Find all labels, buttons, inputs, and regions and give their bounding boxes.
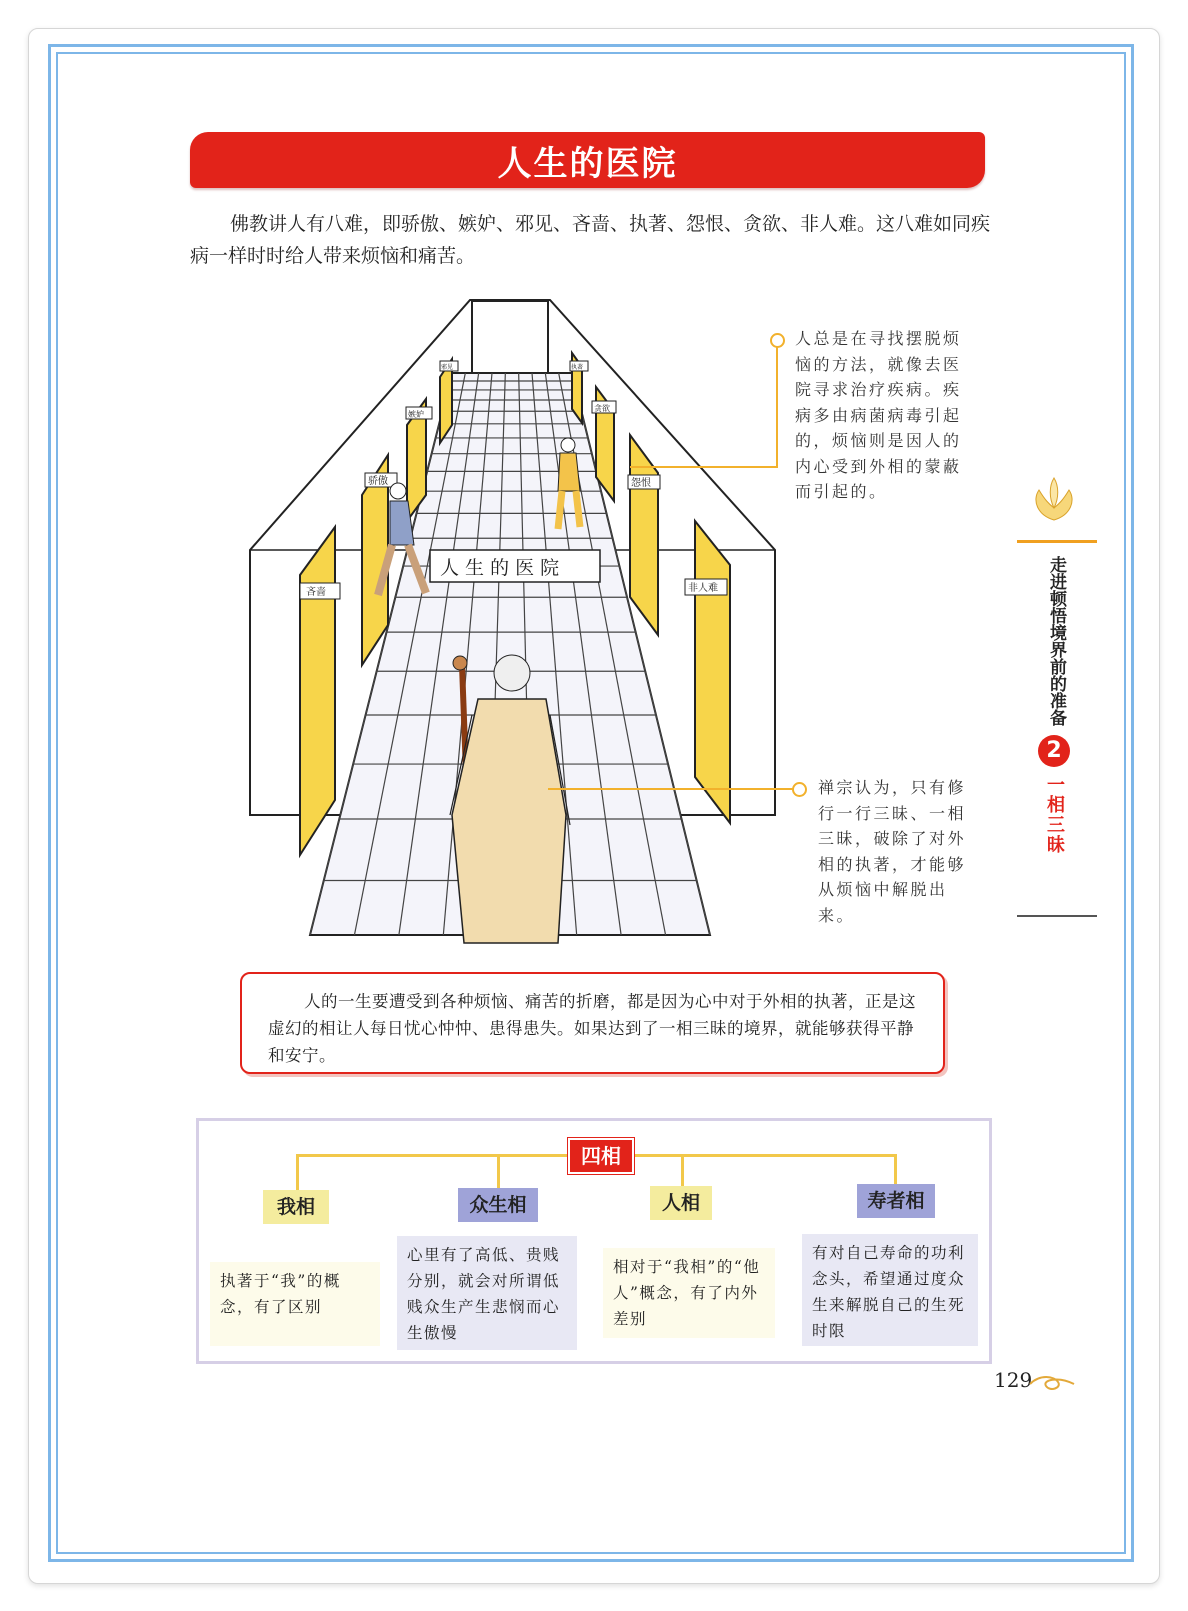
note-bottom-marker-icon bbox=[792, 782, 807, 797]
node-lifespan-mark: 寿者相 bbox=[857, 1184, 935, 1218]
door-label: 吝啬 bbox=[306, 587, 326, 598]
note-top-connector bbox=[776, 346, 778, 466]
note-bottom-connector bbox=[548, 788, 794, 790]
desc-lifespan-mark: 有对自己寿命的功利念头，希望通过度众生来解脱自己的生死时限 bbox=[802, 1234, 978, 1346]
door-label: 骄傲 bbox=[368, 476, 388, 487]
note-top-connector bbox=[630, 466, 778, 468]
door-label: 嫉妒 bbox=[408, 410, 424, 419]
intro-paragraph: 佛教讲人有八难，即骄傲、嫉妒、邪见、吝啬、执著、怨恨、贪欲、非人难。这八难如同疾病一样时时给人带来烦恼和痛苦。 bbox=[190, 213, 991, 267]
page-number: 129 bbox=[994, 1368, 1033, 1392]
note-top: 人总是在寻找摆脱烦恼的方法，就像去医院寻求治疗疾病。疾病多由病菌病毒引起的，烦恼则是因人的内心受到外相的蒙蔽而引起的。 bbox=[795, 329, 962, 501]
page-title: 人生的医院 bbox=[497, 143, 678, 184]
door-label: 怨恨 bbox=[631, 478, 651, 489]
diagram-root-node: 四相 bbox=[568, 1138, 634, 1174]
chapter-title: 走进顿悟境界前的准备 bbox=[1046, 556, 1066, 726]
node-person-mark: 人相 bbox=[650, 1186, 712, 1220]
diagram-connector bbox=[681, 1154, 684, 1186]
diagram-connector bbox=[894, 1154, 897, 1184]
door-label: 贪欲 bbox=[594, 404, 610, 413]
section-title: 一相三昧 bbox=[1044, 775, 1065, 855]
node-self-mark: 我相 bbox=[263, 1190, 329, 1224]
door-label: 非人难 bbox=[688, 583, 718, 594]
door-label: 邪见 bbox=[441, 364, 454, 371]
node-beings-mark: 众生相 bbox=[458, 1188, 538, 1222]
chapter-number-badge: 2 bbox=[1038, 735, 1070, 767]
note-bottom: 禅宗认为，只有修行一行三昧、一相三昧，破除了对外相的执著，才能够从烦恼中解脱出来。 bbox=[818, 778, 967, 925]
hospital-corridor-illustration bbox=[240, 295, 800, 955]
desc-self-mark: 执著于“我”的概念，有了区别 bbox=[210, 1262, 380, 1346]
swirl-ornament-icon bbox=[1028, 1372, 1078, 1394]
page-title-banner bbox=[190, 132, 985, 188]
door-label: 执著 bbox=[571, 364, 584, 371]
summary-callout: 人的一生要遭受到各种烦恼、痛苦的折磨，都是因为心中对于外相的执著，正是这虚幻的相让人每日忧心忡忡、患得患失。如果达到了一相三昧的境界，就能够获得平静和安宁。 bbox=[240, 972, 945, 1074]
diagram-connector bbox=[296, 1154, 299, 1190]
lotus-icon bbox=[1027, 470, 1082, 530]
corridor-banner-text: 人 生 的 医 院 bbox=[440, 557, 560, 579]
desc-person-mark: 相对于“我相”的“他人”概念，有了内外差别 bbox=[603, 1248, 775, 1338]
diagram-connector bbox=[497, 1154, 500, 1190]
desc-beings-mark: 心里有了高低、贵贱分别，就会对所谓低贱众生产生悲悯而心生傲慢 bbox=[397, 1236, 577, 1350]
